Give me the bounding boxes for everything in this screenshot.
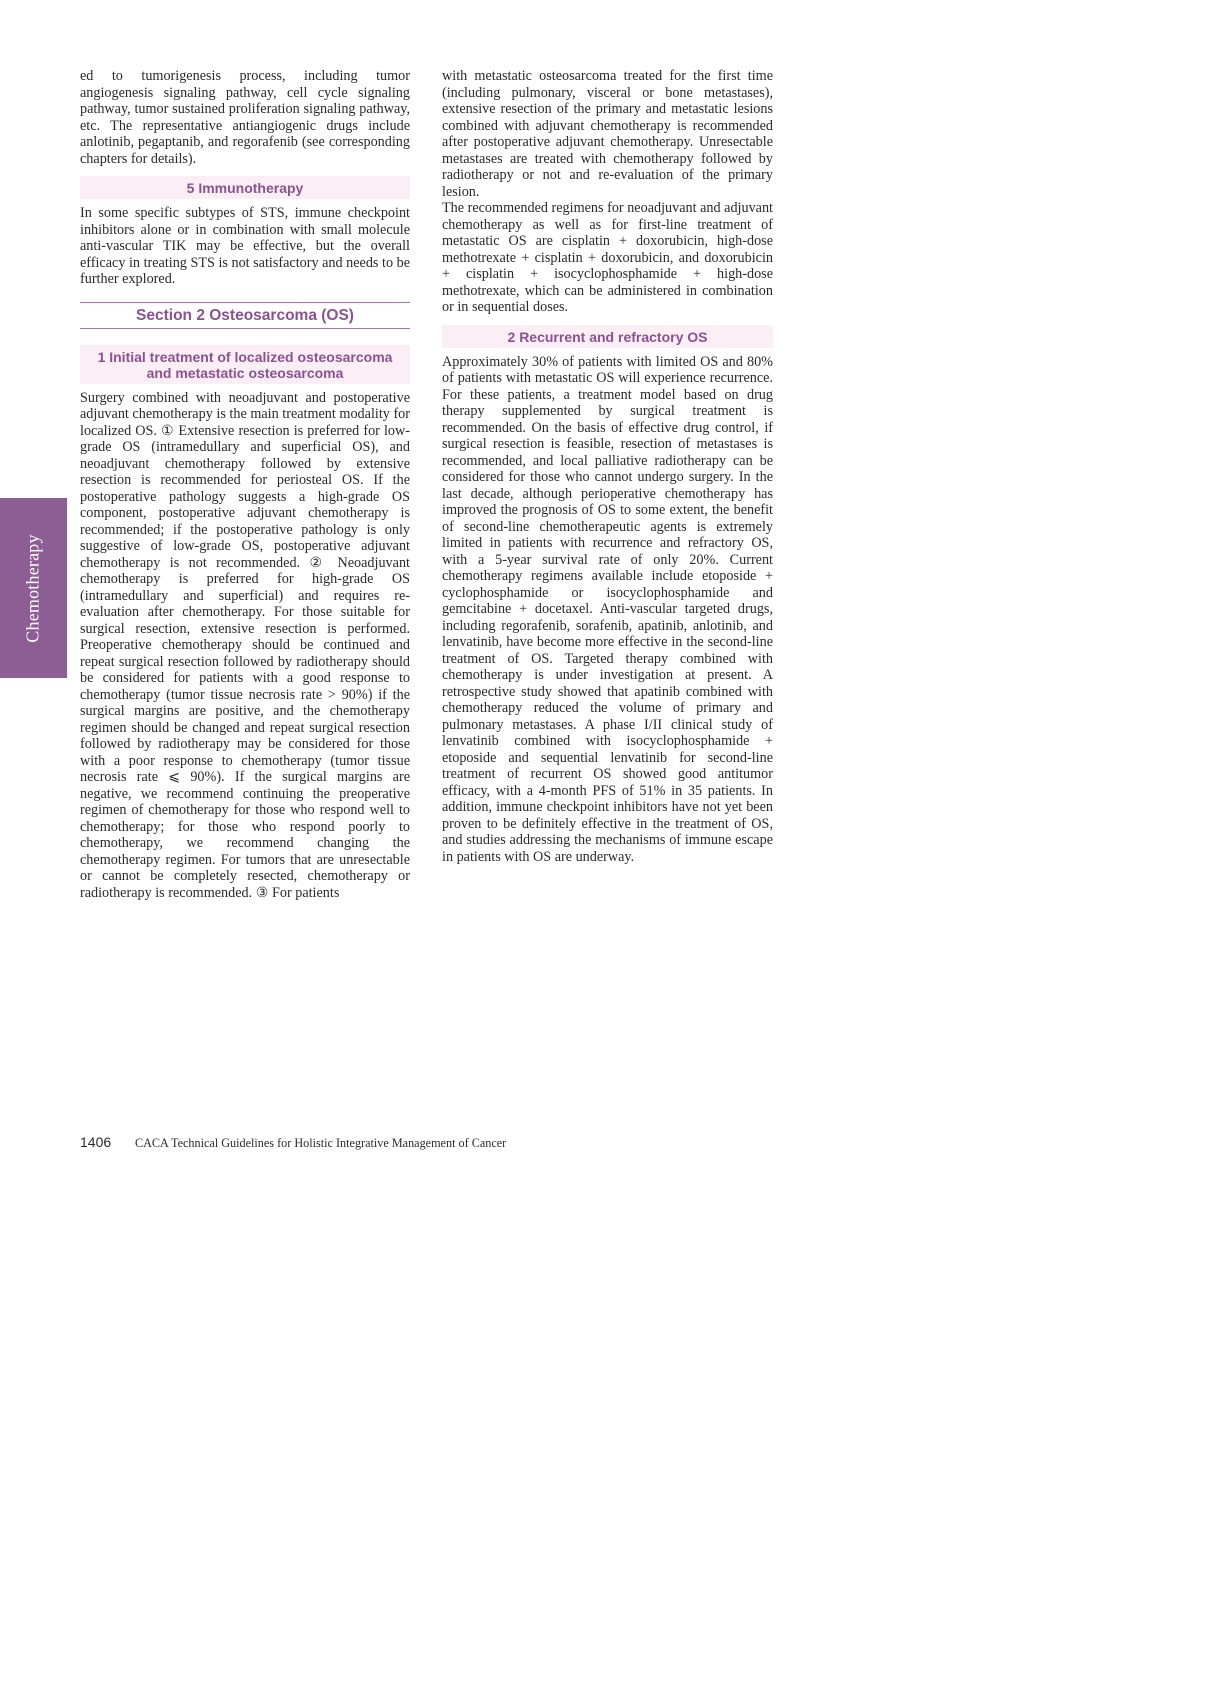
right-column <box>442 68 773 865</box>
recurrent-paragraph: Approximately 30% of patients with limited OS and 80% of patients with metastatic OS will experience recurrence. For these patients, a treatment model based on drug therapy supplemented by surgical treatment is recommended. On the basis of effective drug control, if surgical resection is feasible, resection of metastases is recommended, and local palliative radiotherapy can be considered for those who cannot undergo surgery. In the last decade, although perioperative chemotherapy has improved the prognosis of OS to some extent, the benefit of second-line chemotherapeutic agents is extremely limited in patients with recurrence and refractory OS, with a 5-year survival rate of only 20%. Current chemotherapy regimens available include etoposide + cyclophosphamide or isocyclophosphamide and gemcitabine + docetaxel. Anti-vascular targeted drugs, including regorafenib, sorafenib, apatinib, anlotinib, and lenvatinib, have become more effective in the second-line treatment of OS. Targeted therapy combined with chemotherapy is under investigation at present. A retrospective study showed that apatinib combined with chemotherapy reduced the volume of primary and pulmonary metastases. A phase I/II clinical study of lenvatinib combined with isocyclophosphamide + etoposide and sequential lenvatinib for second-line treatment of recurrent OS showed good antitumor efficacy, with a 4-month PFS of 51% in 35 patients. In addition, immune checkpoint inhibitors have not yet been proven to be definitely effective in the treatment of OS, and studies addressing the mechanisms of immune escape in patients with OS are underway. <box>442 353 773 865</box>
recurrent-heading: 2 Recurrent and refractory OS <box>442 325 773 348</box>
regimens-paragraph: The recommended regimens for neoadjuvant and adjuvant chemotherapy as well as for first-line treatment of metastatic OS are cisplatin + doxorubicin, high-dose methotrexate + cisplatin + doxorubicin, and doxorubicin + cisplatin + isocyclophosphamide + high-dose methotrexate, which can be administered in combination or in sequential doses. <box>442 200 773 315</box>
section-heading: Section 2 Osteosarcoma (OS) <box>80 302 410 329</box>
initial-treatment-heading-line2: and metastatic osteosarcoma <box>146 364 344 381</box>
initial-treatment-heading-line1: 1 Initial treatment of localized osteosarcoma <box>97 348 393 365</box>
intro-paragraph: ed to tumorigenesis process, including tumor angiogenesis signaling pathway, cell cycle signaling pathway, tumor sustained proliferation signaling pathway, etc. The representative antiangiogenic drugs include anlotinib, pegaptanib, and regorafenib (see corresponding chapters for details). <box>80 68 410 167</box>
chapter-side-tab-label: Chemotherapy <box>23 533 43 643</box>
initial-treatment-heading <box>80 345 410 384</box>
running-title: CACA Technical Guidelines for Holistic Integrative Management of Cancer <box>135 1136 507 1150</box>
initial-treatment-paragraph: Surgery combined with neoadjuvant and postoperative adjuvant chemotherapy is the main treatment modality for localized OS. ① Extensive resection is preferred for low-grade OS (intramedullary and superficial OS), and neoadjuvant chemotherapy followed by extensive resection is recommended for periosteal OS. If the postoperative pathology suggests a high-grade OS component, postoperative adjuvant chemotherapy is recommended; if the postoperative pathology is only suggestive of low-grade OS, postoperative adjuvant chemotherapy is not recommended. ② Neoadjuvant chemotherapy is preferred for high-grade OS (intramedullary and superficial) and requires re-evaluation after chemotherapy. For those suitable for surgical resection, extensive resection is performed. Preoperative chemotherapy should be continued and repeat surgical resection followed by radiotherapy should be considered for patients with a good response to chemotherapy (tumor tissue necrosis rate > 90%) if the surgical margins are positive, and the chemotherapy regimen should be changed and repeat surgical resection followed by radiotherapy may be considered for those with a poor response to chemotherapy (tumor tissue necrosis rate ⩽ 90%). If the surgical margins are negative, we recommend continuing the preoperative regimen of chemotherapy for those who respond well to chemotherapy; for those who respond poorly to chemotherapy, we recommend changing the chemotherapy regimen. For tumors that are unresectable or cannot be completely resected, chemotherapy or radiotherapy is recommended. ③ For patients <box>80 389 410 901</box>
page-footer <box>80 1134 506 1151</box>
chapter-side-tab <box>0 498 67 678</box>
page-number: 1406 <box>80 1134 112 1150</box>
immunotherapy-heading: 5 Immunotherapy <box>80 176 410 199</box>
metastatic-paragraph: with metastatic osteosarcoma treated for the first time (including pulmonary, visceral or bone metastases), extensive resection of the primary and metastatic lesions combined with adjuvant chemotherapy is recommended after postoperative adjuvant chemotherapy. Unresectable metastases are treated with chemotherapy followed by radiotherapy or not and re-evaluation of the primary lesion. <box>442 68 773 200</box>
immunotherapy-paragraph: In some specific subtypes of STS, immune checkpoint inhibitors alone or in combination with small molecule anti-vascular TIK may be effective, but the overall efficacy in treating STS is not satisfactory and needs to be further explored. <box>80 205 410 287</box>
left-column <box>80 68 410 901</box>
